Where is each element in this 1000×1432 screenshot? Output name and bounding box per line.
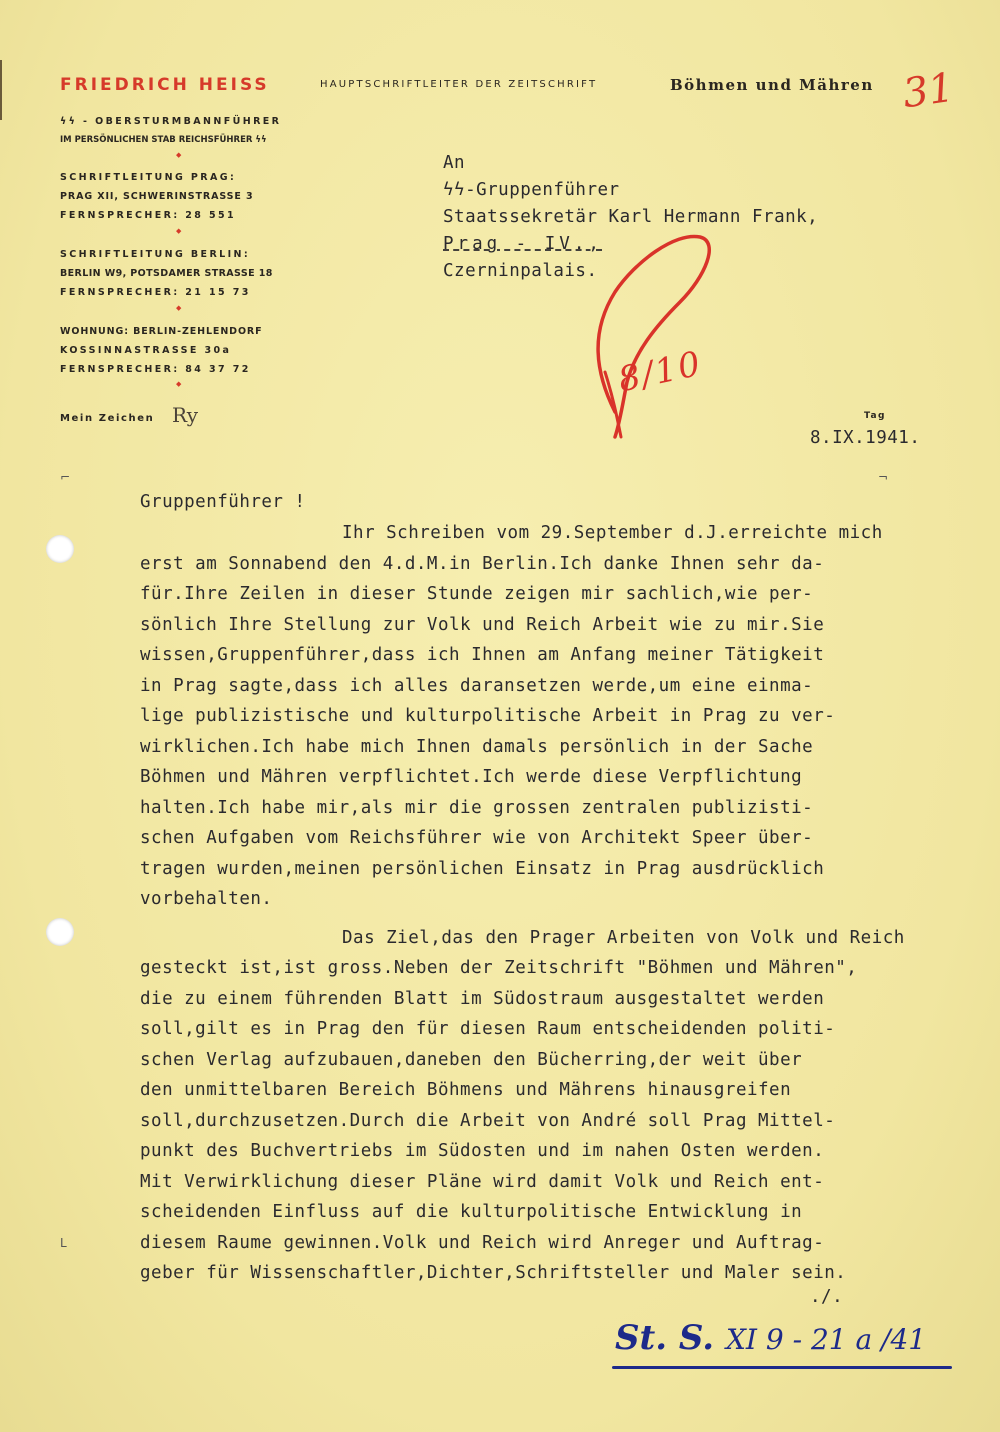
prague-line-1: SCHRIFTLEITUNG PRAG: xyxy=(60,172,237,183)
rank-line-2: IM PERSÖNLICHEN STAB REICHSFÜHRER ϟϟ xyxy=(60,135,267,145)
body-line: Mit Verwirklichung dieser Pläne wird damit Volk und Reich ent- xyxy=(140,1171,825,1192)
home-line-3: FERNSPRECHER: 84 37 72 xyxy=(60,364,251,375)
corner-mark-top-right: ¬ xyxy=(878,470,889,484)
archive-number: XI 9 - 21 a /41 xyxy=(725,1323,927,1356)
body-line: Böhmen und Mähren verpflichtet.Ich werde diese Verpflichtung xyxy=(140,767,803,787)
archive-underline xyxy=(612,1366,952,1369)
body-line: den unmittelbaren Bereich Böhmens und Mährens hinausgreifen xyxy=(140,1080,792,1100)
body-line: in Prag sagte,dass ich alles daransetzen werde,um eine einma- xyxy=(140,675,814,696)
body-line: geber für Wissenschaftler,Dichter,Schriftsteller und Maler sein. xyxy=(140,1263,847,1283)
body-line: vorbehalten. xyxy=(140,889,273,909)
salutation: Gruppenführer ! xyxy=(140,492,306,512)
body-line: gesteckt ist,ist gross.Neben der Zeitschrift "Böhmen und Mähren", xyxy=(140,958,858,978)
corner-mark-top-left: ⌐ xyxy=(60,470,71,484)
body-line: diesem Raume gewinnen.Volk und Reich wird Anreger und Auftrag- xyxy=(140,1232,825,1253)
body-line: die zu einem führenden Blatt im Südostraum ausgestaltet werden xyxy=(140,988,825,1009)
body-line: Ihr Schreiben vom 29.September d.J.erreichte mich xyxy=(342,523,883,543)
body-line: sönlich Ihre Stellung zur Volk und Reich Arbeit wie zu mir.Sie xyxy=(140,614,825,635)
punch-hole-bottom xyxy=(46,918,74,946)
letterhead-home-address xyxy=(60,322,263,379)
letter-date: 8.IX.1941. xyxy=(810,428,921,448)
body-line: halten.Ich habe mir,als mir die grossen zentralen publizisti- xyxy=(140,797,814,818)
body-line: schen Verlag aufzubauen,daneben den Bücherring,der weit über xyxy=(140,1049,803,1070)
address-to: An xyxy=(443,153,466,173)
address-line-2: Staatssekretär Karl Hermann Frank, xyxy=(443,207,819,227)
diamond-divider: ◆ xyxy=(176,304,182,312)
berlin-line-1: SCHRIFTLEITUNG BERLIN: xyxy=(60,249,251,260)
address-line-1: ϟϟ-Gruppenführer xyxy=(443,180,620,200)
letter-body xyxy=(140,518,905,1289)
prague-line-2: PRAG XII, SCHWERINSTRASSE 3 xyxy=(60,191,254,202)
address-line-3: Prag - IV., xyxy=(443,234,603,254)
folio-number: 31 xyxy=(900,64,957,118)
archive-prefix: St. S. xyxy=(615,1318,715,1358)
body-line: soll,durchzusetzen.Durch die Arbeit von André soll Prag Mittel- xyxy=(140,1110,836,1131)
edge-mark xyxy=(0,60,8,120)
diamond-divider: ◆ xyxy=(176,151,182,159)
letterhead-prague-office xyxy=(60,168,254,225)
berlin-line-3: FERNSPRECHER: 21 15 73 xyxy=(60,287,251,298)
berlin-line-2: BERLIN W9, POTSDAMER STRASSE 18 xyxy=(60,268,273,279)
letterhead-role: HAUPTSCHRIFTLEITER DER ZEITSCHRIFT xyxy=(320,79,598,90)
reference-label: Mein Zeichen xyxy=(60,413,155,424)
prague-line-3: FERNSPRECHER: 28 551 xyxy=(60,210,237,221)
corner-mark-bottom-left: L xyxy=(60,1236,67,1250)
body-line: für.Ihre Zeilen in dieser Stunde zeigen mir sachlich,wie per- xyxy=(140,584,814,604)
letterhead-berlin-office xyxy=(60,245,273,302)
home-line-2: KOSSINNASTRASSE 30a xyxy=(60,345,232,356)
date-label: Tag xyxy=(864,411,886,421)
home-line-1: WOHNUNG: BERLIN-ZEHLENDORF xyxy=(60,326,263,337)
body-line: punkt des Buchvertriebs im Südosten und im nahen Osten werden. xyxy=(140,1141,825,1161)
rank-line-1: ϟϟ - OBERSTURMBANNFÜHRER xyxy=(60,116,282,127)
body-line: lige publizistische und kulturpolitische Arbeit in Prag zu ver- xyxy=(140,706,836,726)
archive-reference xyxy=(615,1318,926,1358)
body-line: wirklichen.Ich habe mich Ihnen damals persönlich in der Sache xyxy=(140,736,814,757)
body-line: tragen wurden,meinen persönlichen Einsatz in Prag ausdrücklich xyxy=(140,858,825,879)
letterhead-magazine: Böhmen und Mähren xyxy=(670,76,874,94)
signature-annotation: 8/10 xyxy=(614,343,706,401)
reference-value: Ry xyxy=(172,403,199,427)
continued-mark: ./. xyxy=(810,1287,844,1307)
diamond-divider: ◆ xyxy=(176,380,182,388)
body-line: schen Aufgaben vom Reichsführer wie von Architekt Speer über- xyxy=(140,828,814,848)
red-pencil-signature-icon xyxy=(585,222,725,452)
body-line: soll,gilt es in Prag den für diesen Raum entscheidenden politi- xyxy=(140,1019,836,1039)
body-line: wissen,Gruppenführer,dass ich Ihnen am Anfang meiner Tätigkeit xyxy=(140,645,825,665)
letterhead-name: FRIEDRICH HEISS xyxy=(60,75,270,95)
body-line: scheidenden Einfluss auf die kulturpolitische Entwicklung in xyxy=(140,1202,803,1222)
body-line: erst am Sonnabend den 4.d.M.in Berlin.Ich danke Ihnen sehr da- xyxy=(140,553,825,574)
letterhead-rank xyxy=(60,112,281,150)
address-line-4: Czerninpalais. xyxy=(443,261,598,281)
punch-hole-top xyxy=(46,535,74,563)
body-line: Das Ziel,das den Prager Arbeiten von Volk und Reich xyxy=(342,927,905,948)
diamond-divider: ◆ xyxy=(176,227,182,235)
